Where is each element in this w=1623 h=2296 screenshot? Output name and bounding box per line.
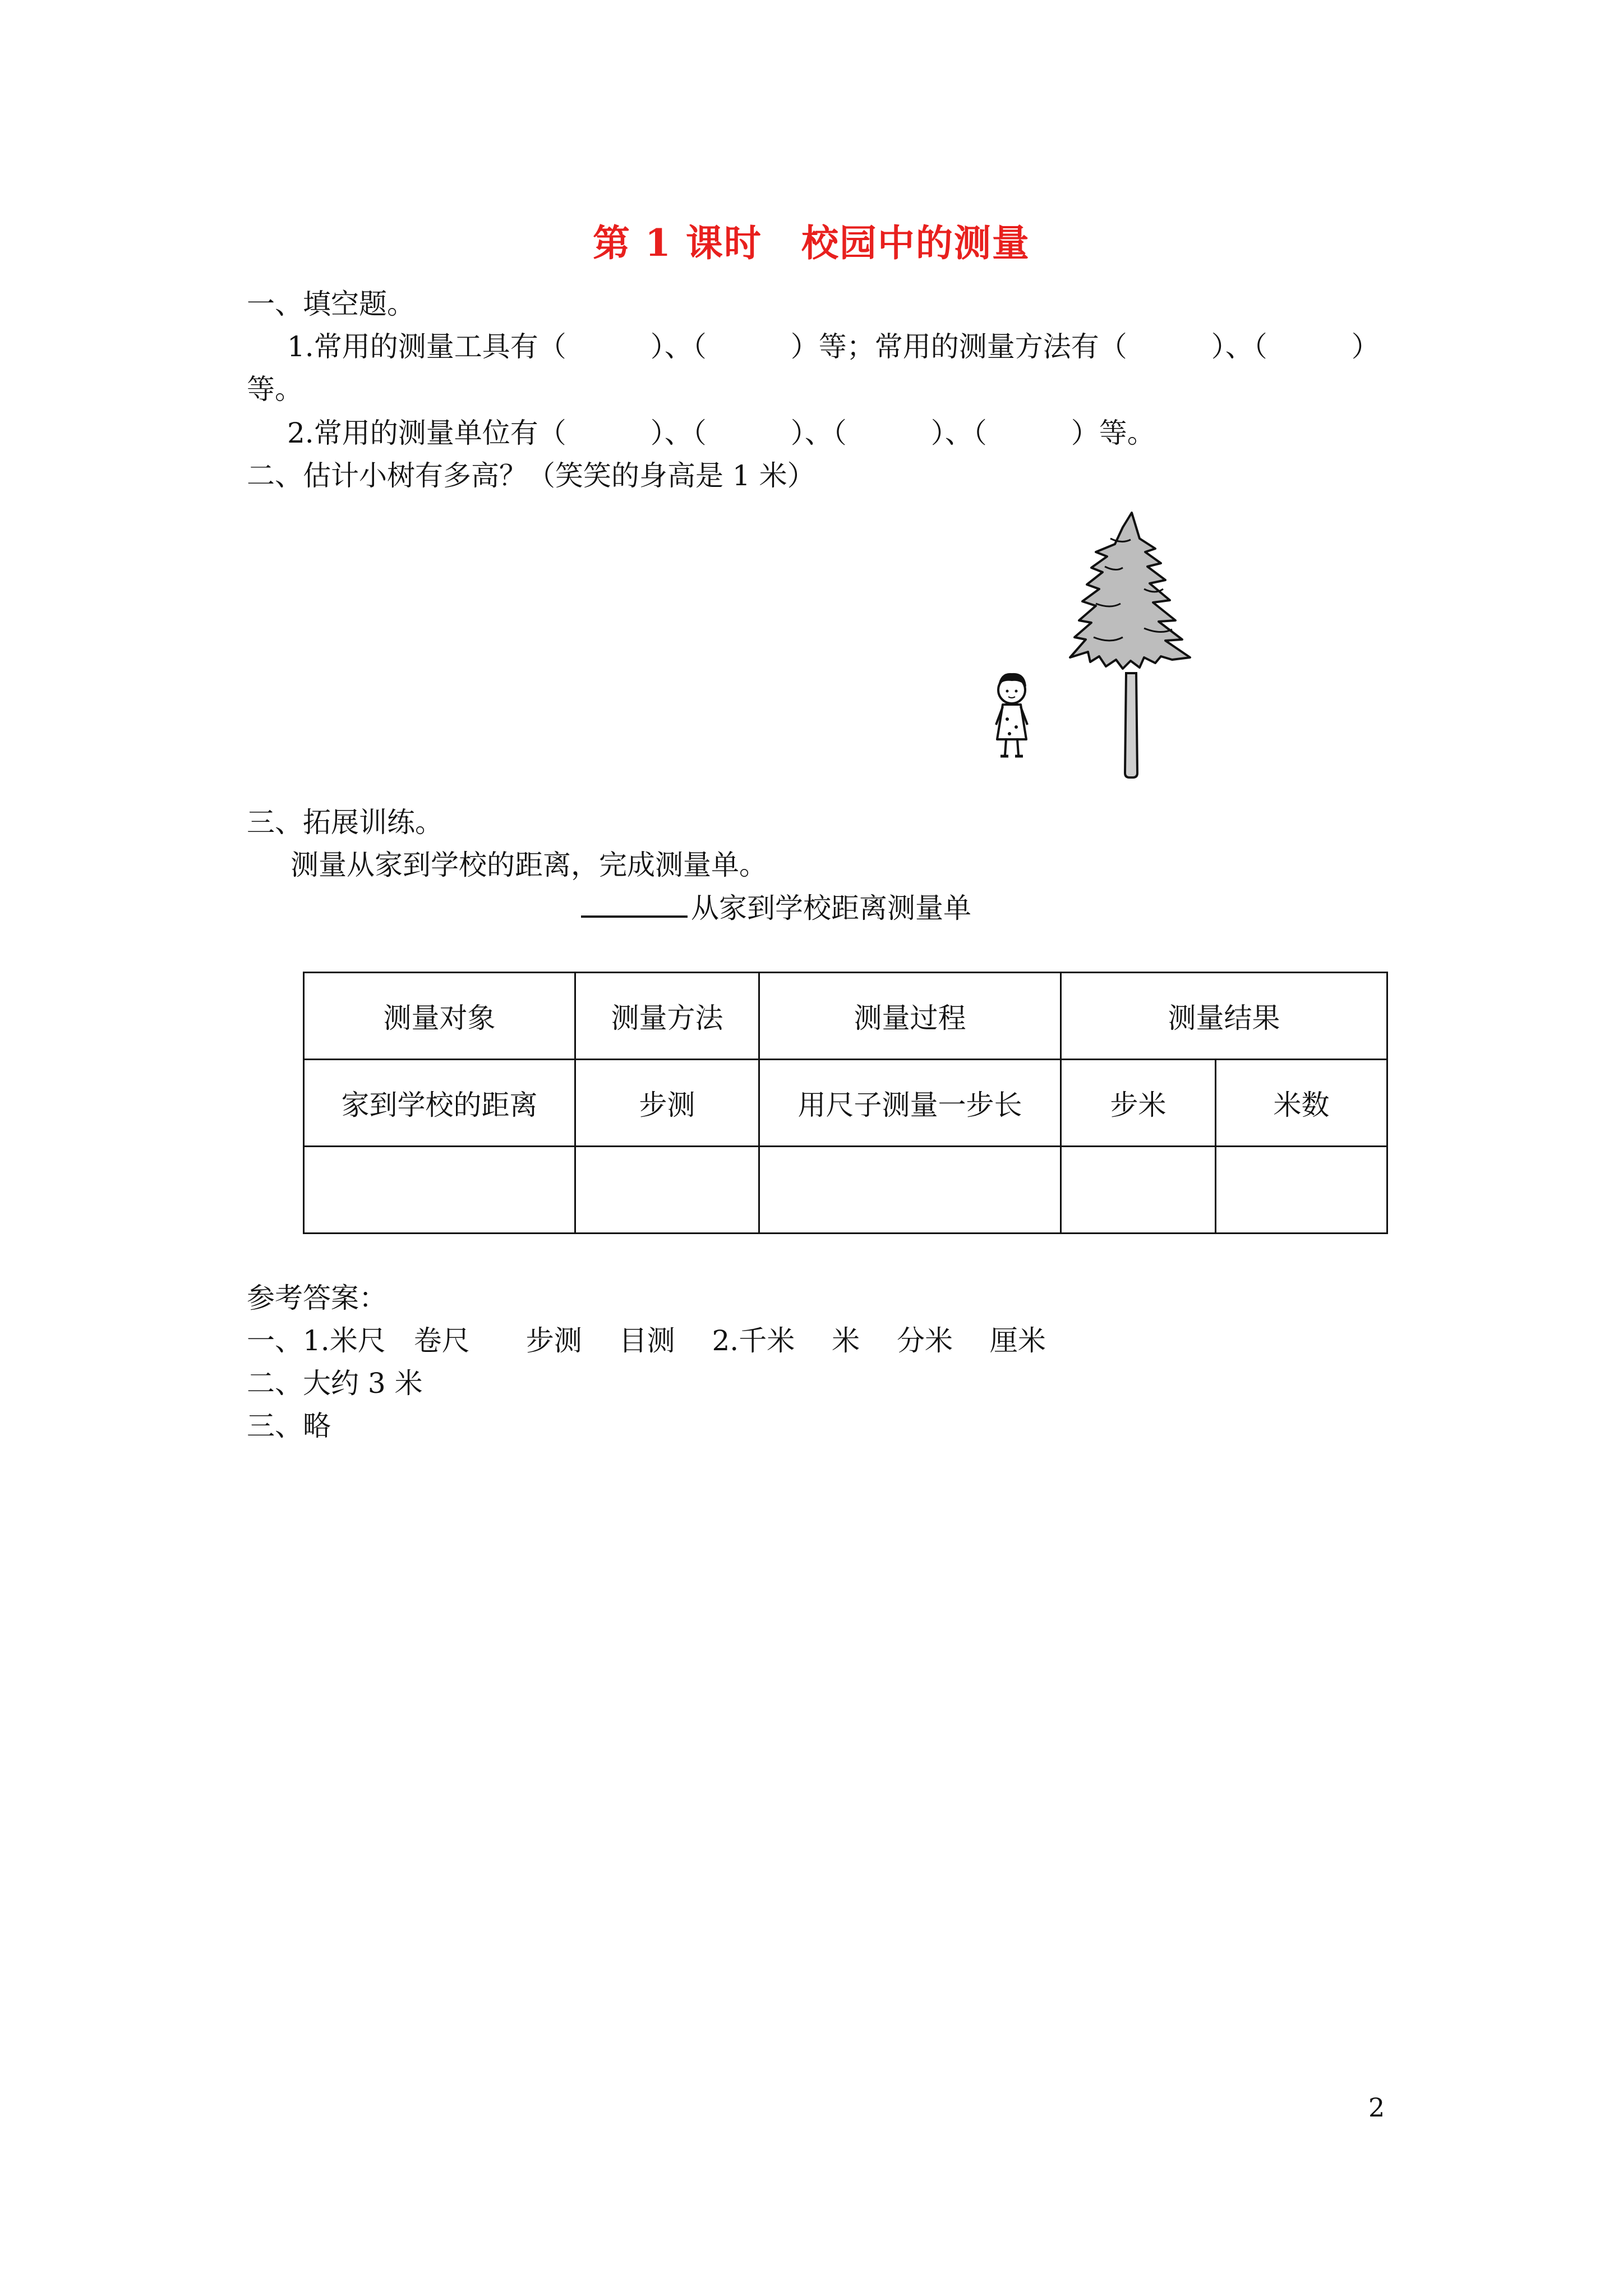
page-number: 2 xyxy=(1368,2092,1385,2123)
table-cell: 用尺子测量一步长 xyxy=(759,1060,1061,1147)
answer-line-2: 二、大约 3 米 xyxy=(247,1367,423,1400)
page-title xyxy=(0,213,1623,266)
lesson-topic: 校园中的测量 xyxy=(801,221,1030,265)
table-empty-row xyxy=(304,1147,1387,1234)
name-blank[interactable] xyxy=(581,891,688,918)
table-header-row xyxy=(304,973,1387,1060)
table-header: 测量结果 xyxy=(1061,973,1387,1060)
measurement-sheet-table xyxy=(303,972,1388,1234)
table-input-cell[interactable] xyxy=(1061,1147,1216,1234)
table-cell: 步米 xyxy=(1061,1060,1216,1147)
tree-icon xyxy=(1070,513,1190,777)
section1-heading: 一、填空题。 xyxy=(247,288,415,320)
question-1-tail: 等。 xyxy=(247,373,303,406)
table-input-cell[interactable] xyxy=(759,1147,1061,1234)
question-2: 2.常用的测量单位有（ ）、（ ）、（ ）、（ ）等。 xyxy=(287,417,1155,449)
lesson-number: 第 1 课时 xyxy=(593,221,762,265)
table-cell: 步测 xyxy=(575,1060,759,1147)
answers-heading: 参考答案： xyxy=(247,1282,387,1314)
section3-heading: 三、拓展训练。 xyxy=(247,806,443,839)
girl-and-tree-illustration xyxy=(976,505,1234,785)
table-input-cell[interactable] xyxy=(1216,1147,1387,1234)
table-header: 测量对象 xyxy=(304,973,575,1060)
section3-instruction: 测量从家到学校的距离，完成测量单。 xyxy=(291,849,767,881)
sheet-title: 从家到学校距离测量单 xyxy=(581,891,971,925)
question-1: 1.常用的测量工具有（ ）、（ ）等；常用的测量方法有（ ）、（ ） xyxy=(287,330,1380,363)
answer-line-3: 三、略 xyxy=(247,1410,331,1442)
table-input-cell[interactable] xyxy=(304,1147,575,1234)
section2-heading: 二、估计小树有多高？（笑笑的身高是 1 米） xyxy=(247,459,815,492)
table-cell: 家到学校的距离 xyxy=(304,1060,575,1147)
girl-icon xyxy=(996,673,1027,756)
table-row xyxy=(304,1060,1387,1147)
answer-line-1: 一、1.米尺 卷尺 步测 目测 2.千米 米 分米 厘米 xyxy=(247,1324,1046,1357)
table-cell: 米数 xyxy=(1216,1060,1387,1147)
table-input-cell[interactable] xyxy=(575,1147,759,1234)
table-header: 测量方法 xyxy=(575,973,759,1060)
table-header: 测量过程 xyxy=(759,973,1061,1060)
